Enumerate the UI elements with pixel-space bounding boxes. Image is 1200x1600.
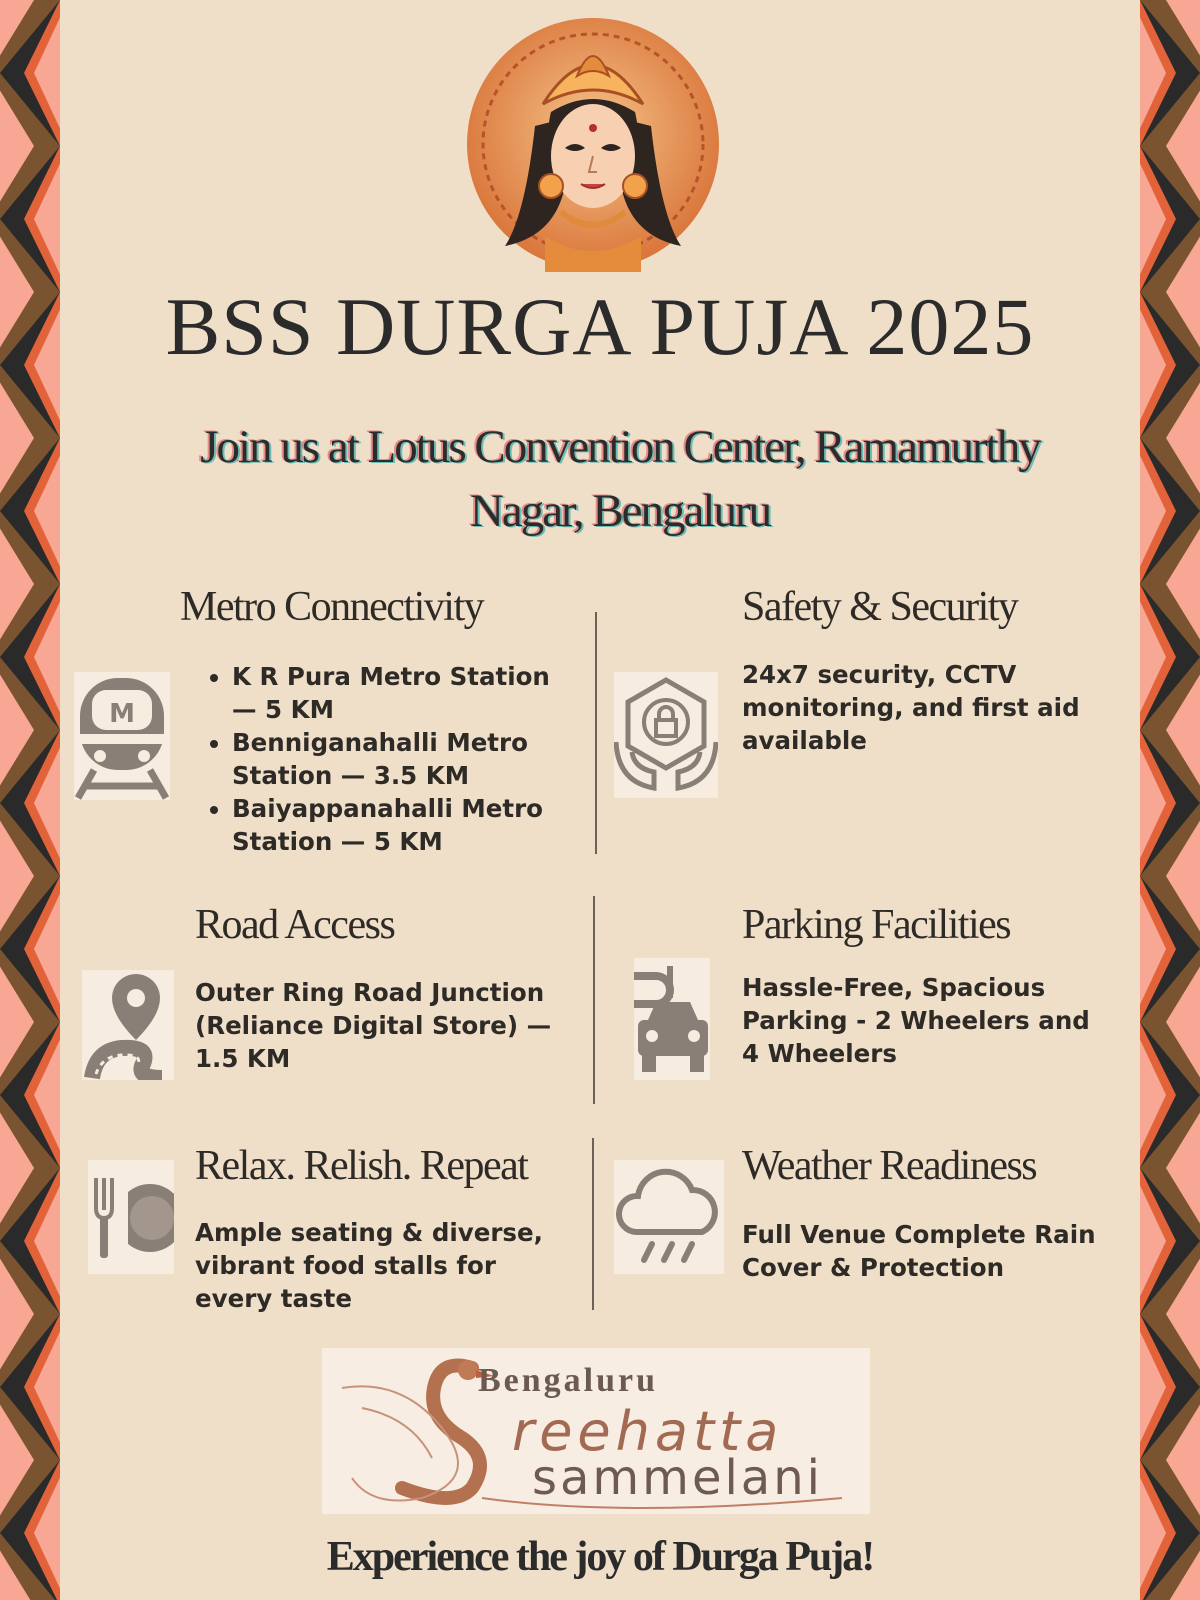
fork-plate-icon [88, 1160, 174, 1274]
parking-description: Hassle-Free, Spacious Parking - 2 Wheelers and 4 Wheelers [742, 973, 1090, 1068]
metro-section-title: Metro Connectivity [180, 584, 484, 630]
map-pin-road-icon [82, 970, 174, 1080]
metro-stations-list [204, 660, 574, 858]
food-description: Ample seating & diverse, vibrant food stalls for every taste [195, 1218, 543, 1313]
metro-icon-box [74, 672, 170, 800]
safety-description: 24x7 security, CCTV monitoring, and first aid available [742, 660, 1080, 755]
list-item: • Baiyappanahalli Metro Station — 5 KM [232, 792, 574, 858]
logo-text-sreehatta: reehatta [512, 1400, 784, 1463]
list-item: • K R Pura Metro Station — 5 KM [232, 660, 574, 726]
section-divider [593, 896, 595, 1104]
parking-car-icon [634, 958, 710, 1080]
page-title: BSS DURGA PUJA 2025 [165, 281, 1035, 372]
parking-icon-box [634, 958, 710, 1080]
footer-tagline: Experience the joy of Durga Puja! [326, 1534, 874, 1580]
food-section-title: Relax. Relish. Repeat [195, 1143, 528, 1189]
rain-cloud-icon [614, 1160, 724, 1274]
logo-text-sammelani: sammelani [532, 1450, 823, 1506]
weather-icon-box [614, 1160, 724, 1274]
list-item: • Benniganahalli Metro Station — 3.5 KM [232, 726, 574, 792]
road-icon-box [82, 970, 174, 1080]
venue-subtitle-line1: Join us at Lotus Convention Center, Ramamurthy [200, 421, 1040, 473]
safety-icon-box [614, 672, 718, 798]
metro-train-icon [74, 672, 170, 800]
left-decorative-border [0, 0, 60, 1600]
weather-section-title: Weather Readiness [742, 1143, 1037, 1189]
safety-section-title: Safety & Security [742, 584, 1018, 630]
durga-goddess-medallion-icon [465, 16, 721, 272]
road-section-title: Road Access [195, 902, 395, 948]
security-hands-lock-icon [614, 672, 718, 798]
road-description: Outer Ring Road Junction (Reliance Digital Store) — 1.5 KM [195, 978, 552, 1073]
venue-subtitle-line2: Nagar, Bengaluru [469, 485, 771, 537]
weather-description: Full Venue Complete Rain Cover & Protection [742, 1220, 1096, 1282]
svg-text:M: M [109, 699, 135, 729]
logo-text-bengaluru: Bengaluru [478, 1362, 659, 1399]
section-divider [595, 612, 597, 854]
food-icon-box [88, 1160, 174, 1274]
venue-subtitle [150, 415, 1090, 543]
right-decorative-border [1140, 0, 1200, 1600]
section-divider [592, 1138, 594, 1310]
parking-section-title: Parking Facilities [742, 902, 1011, 948]
